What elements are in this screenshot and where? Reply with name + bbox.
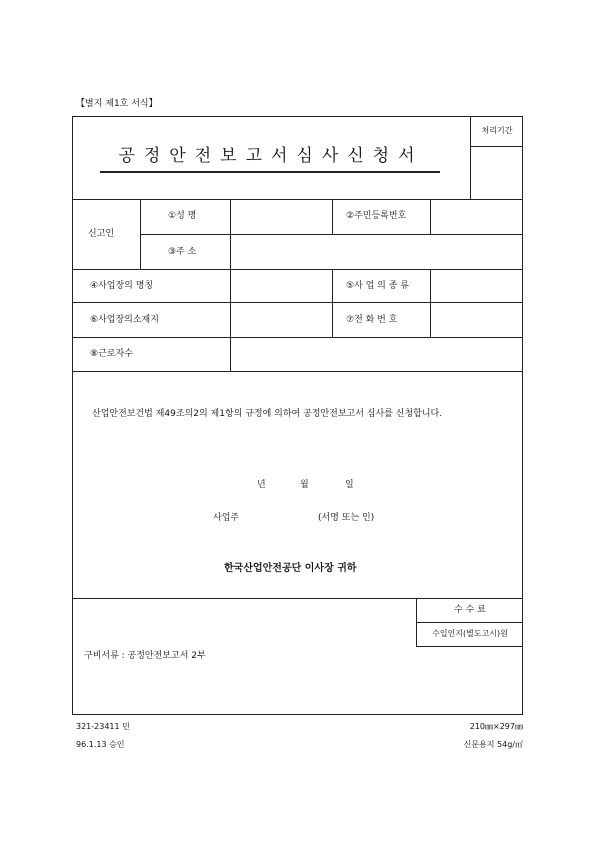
employer-label: 사업주 [213, 513, 240, 523]
form-title: 공정안전보고서심사신청서 [118, 146, 424, 166]
divider [140, 199, 141, 269]
form-code: 321-23411 민 [76, 722, 130, 731]
divider [416, 646, 523, 647]
recipient-label: 한국산업안전공단 이사장 귀하 [224, 563, 357, 574]
divider [72, 269, 523, 270]
paper-type: 신문용지 54g/㎡ [463, 740, 523, 749]
workplace-location-label: ⑥사업장의소재지 [90, 315, 159, 325]
application-statement: 산업안전보건법 제49조의2의 제1항의 규정에 의하여 공정안전보고서 심사를 신청합니다. [92, 409, 443, 419]
applicant-label: 신고인 [88, 229, 115, 239]
name-label: ①성 명 [168, 211, 197, 221]
divider [72, 598, 523, 599]
divider [72, 371, 523, 372]
title-underline [100, 171, 440, 173]
approval-date: 96.1.13 승인 [76, 740, 125, 749]
divider [416, 622, 523, 623]
paper-size: 210㎜×297㎜ [469, 722, 523, 731]
fee-value: 수입인지(별도고시)원 [432, 629, 508, 638]
divider [72, 302, 523, 303]
address-label: ③주 소 [168, 247, 197, 257]
day-label: 일 [345, 480, 354, 490]
phone-label: ⑦전 화 번 호 [346, 315, 398, 325]
divider [332, 199, 333, 235]
signature-label: (서명 또는 인) [318, 513, 375, 523]
divider [230, 199, 231, 371]
form-number-label: 【별지 제1호 서식】 [76, 99, 158, 109]
workers-label: ⑧근로자수 [90, 349, 133, 359]
divider [430, 269, 431, 337]
divider [72, 337, 523, 338]
fee-label: 수 수 료 [454, 605, 486, 615]
divider [332, 269, 333, 337]
divider [470, 146, 523, 147]
attachments-label: 구비서류 : 공정안전보고서 2부 [84, 651, 206, 661]
year-label: 년 [257, 480, 266, 490]
business-type-label: ⑤사 업 의 종 류 [346, 281, 409, 291]
processing-period-label: 처리기간 [481, 126, 513, 135]
workplace-name-label: ④사업장의 명칭 [90, 281, 154, 291]
divider [430, 199, 431, 235]
month-label: 월 [300, 480, 309, 490]
resident-no-label: ②주민등록번호 [346, 211, 407, 221]
